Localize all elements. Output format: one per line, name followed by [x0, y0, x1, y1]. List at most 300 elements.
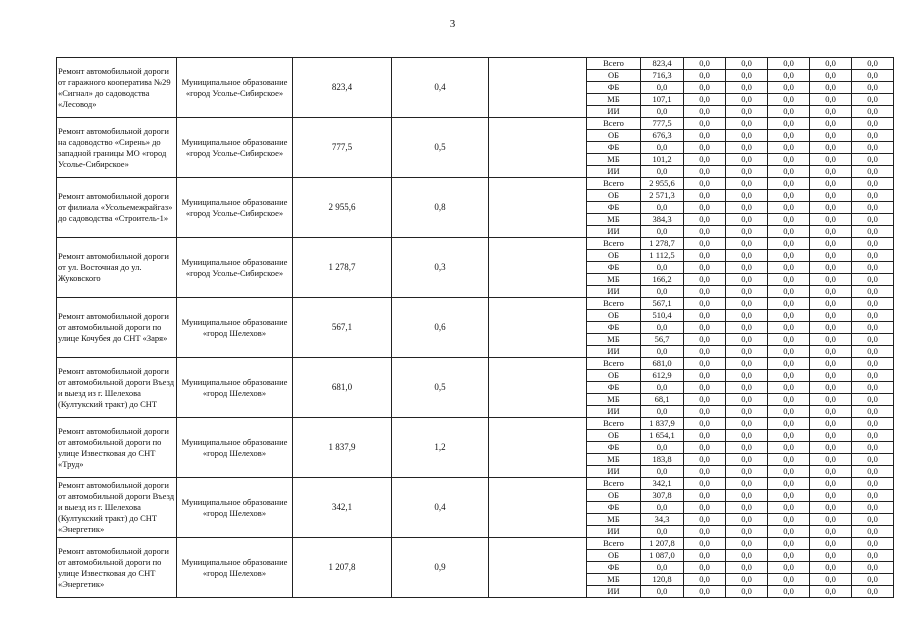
zero-value-cell: 0,0 — [768, 322, 810, 334]
funding-amount: 0,0 — [641, 346, 684, 358]
funding-amount: 0,0 — [641, 406, 684, 418]
zero-value-cell: 0,0 — [852, 226, 894, 238]
funding-source-label: ИИ — [587, 526, 641, 538]
table-row — [57, 538, 894, 550]
funding-source-label: ОБ — [587, 250, 641, 262]
zero-value-cell: 0,0 — [810, 586, 852, 598]
zero-value-cell: 0,0 — [768, 346, 810, 358]
zero-value-cell: 0,0 — [726, 274, 768, 286]
table-row — [57, 178, 894, 190]
zero-value-cell: 0,0 — [768, 490, 810, 502]
funding-amount: 681,0 — [641, 358, 684, 370]
funding-amount: 1 087,0 — [641, 550, 684, 562]
zero-value-cell: 0,0 — [684, 166, 726, 178]
empty-cell — [489, 358, 587, 418]
funding-amount: 1 207,8 — [641, 538, 684, 550]
zero-value-cell: 0,0 — [726, 550, 768, 562]
funding-amount: 0,0 — [641, 382, 684, 394]
funding-amount: 107,1 — [641, 94, 684, 106]
road-length: 0,4 — [392, 58, 489, 118]
zero-value-cell: 0,0 — [684, 502, 726, 514]
funding-amount: 676,3 — [641, 130, 684, 142]
funding-source-label: МБ — [587, 94, 641, 106]
road-description: Ремонт автомобильной дороги от ул. Восточная до ул. Жуковского — [57, 238, 177, 298]
zero-value-cell: 0,0 — [852, 250, 894, 262]
funding-amount: 56,7 — [641, 334, 684, 346]
zero-value-cell: 0,0 — [768, 166, 810, 178]
road-description: Ремонт автомобильной дороги на садоводство «Сирень» до западной границы МО «город Усолье-Сибирское» — [57, 118, 177, 178]
zero-value-cell: 0,0 — [726, 70, 768, 82]
funding-amount: 1 654,1 — [641, 430, 684, 442]
zero-value-cell: 0,0 — [852, 454, 894, 466]
empty-cell — [489, 418, 587, 478]
zero-value-cell: 0,0 — [684, 418, 726, 430]
road-length: 0,5 — [392, 118, 489, 178]
funding-source-label: ИИ — [587, 346, 641, 358]
zero-value-cell: 0,0 — [726, 454, 768, 466]
funding-amount: 567,1 — [641, 298, 684, 310]
zero-value-cell: 0,0 — [810, 130, 852, 142]
funding-source-label: МБ — [587, 514, 641, 526]
funding-source-label: ОБ — [587, 550, 641, 562]
zero-value-cell: 0,0 — [684, 130, 726, 142]
funding-source-label: МБ — [587, 274, 641, 286]
zero-value-cell: 0,0 — [684, 394, 726, 406]
total-cost: 1 837,9 — [293, 418, 392, 478]
zero-value-cell: 0,0 — [768, 202, 810, 214]
zero-value-cell: 0,0 — [768, 538, 810, 550]
zero-value-cell: 0,0 — [768, 214, 810, 226]
funding-source-label: ФБ — [587, 82, 641, 94]
zero-value-cell: 0,0 — [810, 214, 852, 226]
zero-value-cell: 0,0 — [810, 298, 852, 310]
table-row — [57, 418, 894, 430]
funding-source-label: ФБ — [587, 262, 641, 274]
funding-amount: 0,0 — [641, 262, 684, 274]
zero-value-cell: 0,0 — [684, 382, 726, 394]
zero-value-cell: 0,0 — [768, 82, 810, 94]
zero-value-cell: 0,0 — [684, 430, 726, 442]
zero-value-cell: 0,0 — [810, 226, 852, 238]
zero-value-cell: 0,0 — [852, 202, 894, 214]
funding-amount: 0,0 — [641, 106, 684, 118]
funding-source-label: Всего — [587, 238, 641, 250]
funding-source-label: Всего — [587, 418, 641, 430]
empty-cell — [489, 58, 587, 118]
zero-value-cell: 0,0 — [810, 70, 852, 82]
funding-source-label: Всего — [587, 118, 641, 130]
zero-value-cell: 0,0 — [810, 250, 852, 262]
zero-value-cell: 0,0 — [768, 310, 810, 322]
zero-value-cell: 0,0 — [684, 514, 726, 526]
zero-value-cell: 0,0 — [726, 322, 768, 334]
table-row — [57, 58, 894, 70]
zero-value-cell: 0,0 — [852, 298, 894, 310]
zero-value-cell: 0,0 — [726, 226, 768, 238]
funding-amount: 0,0 — [641, 166, 684, 178]
zero-value-cell: 0,0 — [852, 586, 894, 598]
funding-source-label: ИИ — [587, 586, 641, 598]
zero-value-cell: 0,0 — [852, 118, 894, 130]
zero-value-cell: 0,0 — [810, 346, 852, 358]
zero-value-cell: 0,0 — [684, 478, 726, 490]
zero-value-cell: 0,0 — [684, 574, 726, 586]
zero-value-cell: 0,0 — [684, 454, 726, 466]
zero-value-cell: 0,0 — [726, 190, 768, 202]
empty-cell — [489, 178, 587, 238]
road-description: Ремонт автомобильной дороги от автомобильной дороги Въезд и выезд из г. Шелехова (Култукский тракт) до СНТ — [57, 358, 177, 418]
zero-value-cell: 0,0 — [852, 562, 894, 574]
zero-value-cell: 0,0 — [684, 118, 726, 130]
zero-value-cell: 0,0 — [684, 346, 726, 358]
funding-amount: 384,3 — [641, 214, 684, 226]
municipality: Муниципальное образование «город Усолье-Сибирское» — [177, 58, 293, 118]
funding-source-label: МБ — [587, 574, 641, 586]
zero-value-cell: 0,0 — [852, 94, 894, 106]
road-description: Ремонт автомобильной дороги от автомобильной дороги Въезд и выезд из г. Шелехова (Култукский тракт) до СНТ «Энергетик» — [57, 478, 177, 538]
zero-value-cell: 0,0 — [852, 550, 894, 562]
zero-value-cell: 0,0 — [726, 586, 768, 598]
zero-value-cell: 0,0 — [684, 442, 726, 454]
funding-source-label: ИИ — [587, 106, 641, 118]
funding-amount: 2 571,3 — [641, 190, 684, 202]
municipality: Муниципальное образование «город Шелехов» — [177, 298, 293, 358]
funding-source-label: ИИ — [587, 226, 641, 238]
total-cost: 1 207,8 — [293, 538, 392, 598]
zero-value-cell: 0,0 — [810, 286, 852, 298]
funding-amount: 0,0 — [641, 526, 684, 538]
zero-value-cell: 0,0 — [726, 214, 768, 226]
zero-value-cell: 0,0 — [726, 358, 768, 370]
zero-value-cell: 0,0 — [768, 358, 810, 370]
zero-value-cell: 0,0 — [852, 310, 894, 322]
funding-source-label: МБ — [587, 394, 641, 406]
zero-value-cell: 0,0 — [852, 82, 894, 94]
zero-value-cell: 0,0 — [726, 178, 768, 190]
zero-value-cell: 0,0 — [810, 574, 852, 586]
zero-value-cell: 0,0 — [810, 154, 852, 166]
funding-source-label: ФБ — [587, 562, 641, 574]
zero-value-cell: 0,0 — [810, 262, 852, 274]
zero-value-cell: 0,0 — [852, 166, 894, 178]
zero-value-cell: 0,0 — [768, 382, 810, 394]
funding-amount: 0,0 — [641, 502, 684, 514]
zero-value-cell: 0,0 — [810, 166, 852, 178]
road-length: 0,4 — [392, 478, 489, 538]
zero-value-cell: 0,0 — [684, 142, 726, 154]
zero-value-cell: 0,0 — [726, 562, 768, 574]
funding-amount: 0,0 — [641, 82, 684, 94]
zero-value-cell: 0,0 — [810, 538, 852, 550]
zero-value-cell: 0,0 — [810, 442, 852, 454]
zero-value-cell: 0,0 — [810, 526, 852, 538]
funding-source-label: ИИ — [587, 166, 641, 178]
zero-value-cell: 0,0 — [852, 502, 894, 514]
zero-value-cell: 0,0 — [852, 370, 894, 382]
zero-value-cell: 0,0 — [726, 154, 768, 166]
zero-value-cell: 0,0 — [768, 454, 810, 466]
funding-amount: 0,0 — [641, 562, 684, 574]
zero-value-cell: 0,0 — [726, 130, 768, 142]
funding-amount: 0,0 — [641, 142, 684, 154]
zero-value-cell: 0,0 — [684, 82, 726, 94]
funding-source-label: ИИ — [587, 286, 641, 298]
road-description: Ремонт автомобильной дороги от филиала «Усольемежрайгаз» до садоводства «Строитель-1» — [57, 178, 177, 238]
funding-source-label: ОБ — [587, 490, 641, 502]
zero-value-cell: 0,0 — [852, 58, 894, 70]
funding-source-label: ФБ — [587, 322, 641, 334]
road-description: Ремонт автомобильной дороги от автомобильной дороги по улице Кочубея до СНТ «Заря» — [57, 298, 177, 358]
zero-value-cell: 0,0 — [768, 142, 810, 154]
zero-value-cell: 0,0 — [768, 430, 810, 442]
zero-value-cell: 0,0 — [810, 490, 852, 502]
funding-amount: 0,0 — [641, 466, 684, 478]
zero-value-cell: 0,0 — [768, 70, 810, 82]
total-cost: 1 278,7 — [293, 238, 392, 298]
funding-source-label: Всего — [587, 58, 641, 70]
zero-value-cell: 0,0 — [684, 70, 726, 82]
zero-value-cell: 0,0 — [852, 154, 894, 166]
zero-value-cell: 0,0 — [684, 322, 726, 334]
zero-value-cell: 0,0 — [810, 334, 852, 346]
zero-value-cell: 0,0 — [768, 154, 810, 166]
zero-value-cell: 0,0 — [810, 310, 852, 322]
funding-amount: 716,3 — [641, 70, 684, 82]
zero-value-cell: 0,0 — [726, 166, 768, 178]
zero-value-cell: 0,0 — [684, 526, 726, 538]
zero-value-cell: 0,0 — [852, 346, 894, 358]
zero-value-cell: 0,0 — [768, 514, 810, 526]
zero-value-cell: 0,0 — [684, 154, 726, 166]
zero-value-cell: 0,0 — [852, 418, 894, 430]
zero-value-cell: 0,0 — [768, 394, 810, 406]
funding-source-label: ИИ — [587, 406, 641, 418]
zero-value-cell: 0,0 — [768, 250, 810, 262]
zero-value-cell: 0,0 — [726, 58, 768, 70]
zero-value-cell: 0,0 — [768, 262, 810, 274]
municipality: Муниципальное образование «город Шелехов» — [177, 478, 293, 538]
funding-amount: 101,2 — [641, 154, 684, 166]
zero-value-cell: 0,0 — [768, 286, 810, 298]
zero-value-cell: 0,0 — [810, 94, 852, 106]
zero-value-cell: 0,0 — [726, 202, 768, 214]
zero-value-cell: 0,0 — [726, 394, 768, 406]
zero-value-cell: 0,0 — [726, 538, 768, 550]
empty-cell — [489, 118, 587, 178]
zero-value-cell: 0,0 — [768, 574, 810, 586]
zero-value-cell: 0,0 — [768, 94, 810, 106]
road-description: Ремонт автомобильной дороги от автомобильной дороги по улице Известковая до СНТ «Энергетик» — [57, 538, 177, 598]
empty-cell — [489, 238, 587, 298]
table-row — [57, 238, 894, 250]
zero-value-cell: 0,0 — [768, 118, 810, 130]
zero-value-cell: 0,0 — [768, 550, 810, 562]
zero-value-cell: 0,0 — [810, 562, 852, 574]
funding-table — [56, 57, 894, 598]
funding-amount: 166,2 — [641, 274, 684, 286]
zero-value-cell: 0,0 — [726, 382, 768, 394]
zero-value-cell: 0,0 — [768, 334, 810, 346]
funding-source-label: ОБ — [587, 430, 641, 442]
zero-value-cell: 0,0 — [684, 250, 726, 262]
zero-value-cell: 0,0 — [810, 478, 852, 490]
funding-source-label: Всего — [587, 358, 641, 370]
zero-value-cell: 0,0 — [684, 550, 726, 562]
zero-value-cell: 0,0 — [726, 490, 768, 502]
zero-value-cell: 0,0 — [726, 478, 768, 490]
zero-value-cell: 0,0 — [684, 562, 726, 574]
zero-value-cell: 0,0 — [852, 574, 894, 586]
funding-amount: 777,5 — [641, 118, 684, 130]
zero-value-cell: 0,0 — [726, 574, 768, 586]
zero-value-cell: 0,0 — [810, 514, 852, 526]
zero-value-cell: 0,0 — [684, 214, 726, 226]
funding-amount: 183,8 — [641, 454, 684, 466]
zero-value-cell: 0,0 — [726, 286, 768, 298]
funding-amount: 0,0 — [641, 286, 684, 298]
zero-value-cell: 0,0 — [768, 526, 810, 538]
zero-value-cell: 0,0 — [852, 526, 894, 538]
zero-value-cell: 0,0 — [726, 442, 768, 454]
zero-value-cell: 0,0 — [810, 82, 852, 94]
zero-value-cell: 0,0 — [684, 178, 726, 190]
funding-amount: 307,8 — [641, 490, 684, 502]
zero-value-cell: 0,0 — [726, 514, 768, 526]
table-row — [57, 478, 894, 490]
funding-amount: 0,0 — [641, 202, 684, 214]
total-cost: 777,5 — [293, 118, 392, 178]
zero-value-cell: 0,0 — [768, 274, 810, 286]
zero-value-cell: 0,0 — [810, 358, 852, 370]
zero-value-cell: 0,0 — [810, 238, 852, 250]
zero-value-cell: 0,0 — [810, 190, 852, 202]
funding-source-label: МБ — [587, 154, 641, 166]
zero-value-cell: 0,0 — [810, 106, 852, 118]
zero-value-cell: 0,0 — [768, 442, 810, 454]
zero-value-cell: 0,0 — [768, 502, 810, 514]
zero-value-cell: 0,0 — [684, 298, 726, 310]
zero-value-cell: 0,0 — [726, 346, 768, 358]
funding-source-label: ФБ — [587, 502, 641, 514]
zero-value-cell: 0,0 — [810, 418, 852, 430]
funding-amount: 0,0 — [641, 586, 684, 598]
zero-value-cell: 0,0 — [768, 190, 810, 202]
zero-value-cell: 0,0 — [768, 478, 810, 490]
funding-source-label: Всего — [587, 178, 641, 190]
zero-value-cell: 0,0 — [852, 322, 894, 334]
zero-value-cell: 0,0 — [726, 142, 768, 154]
zero-value-cell: 0,0 — [852, 430, 894, 442]
zero-value-cell: 0,0 — [810, 406, 852, 418]
empty-cell — [489, 538, 587, 598]
funding-amount: 1 837,9 — [641, 418, 684, 430]
zero-value-cell: 0,0 — [852, 286, 894, 298]
zero-value-cell: 0,0 — [768, 130, 810, 142]
zero-value-cell: 0,0 — [684, 310, 726, 322]
zero-value-cell: 0,0 — [852, 262, 894, 274]
road-length: 0,5 — [392, 358, 489, 418]
zero-value-cell: 0,0 — [768, 370, 810, 382]
total-cost: 2 955,6 — [293, 178, 392, 238]
zero-value-cell: 0,0 — [768, 586, 810, 598]
table-row — [57, 298, 894, 310]
zero-value-cell: 0,0 — [726, 250, 768, 262]
zero-value-cell: 0,0 — [684, 94, 726, 106]
zero-value-cell: 0,0 — [684, 490, 726, 502]
zero-value-cell: 0,0 — [726, 526, 768, 538]
total-cost: 681,0 — [293, 358, 392, 418]
municipality: Муниципальное образование «город Шелехов» — [177, 358, 293, 418]
funding-amount: 34,3 — [641, 514, 684, 526]
zero-value-cell: 0,0 — [768, 406, 810, 418]
zero-value-cell: 0,0 — [852, 178, 894, 190]
funding-source-label: ОБ — [587, 310, 641, 322]
municipality: Муниципальное образование «город Шелехов» — [177, 538, 293, 598]
zero-value-cell: 0,0 — [810, 550, 852, 562]
zero-value-cell: 0,0 — [852, 442, 894, 454]
zero-value-cell: 0,0 — [726, 238, 768, 250]
municipality: Муниципальное образование «город Усолье-Сибирское» — [177, 238, 293, 298]
zero-value-cell: 0,0 — [852, 334, 894, 346]
zero-value-cell: 0,0 — [852, 478, 894, 490]
empty-cell — [489, 298, 587, 358]
total-cost: 567,1 — [293, 298, 392, 358]
zero-value-cell: 0,0 — [852, 106, 894, 118]
funding-amount: 68,1 — [641, 394, 684, 406]
road-length: 0,9 — [392, 538, 489, 598]
zero-value-cell: 0,0 — [684, 406, 726, 418]
zero-value-cell: 0,0 — [726, 466, 768, 478]
funding-source-label: МБ — [587, 214, 641, 226]
zero-value-cell: 0,0 — [726, 82, 768, 94]
funding-source-label: ФБ — [587, 442, 641, 454]
zero-value-cell: 0,0 — [768, 562, 810, 574]
zero-value-cell: 0,0 — [684, 106, 726, 118]
zero-value-cell: 0,0 — [684, 286, 726, 298]
funding-source-label: ФБ — [587, 202, 641, 214]
zero-value-cell: 0,0 — [852, 358, 894, 370]
zero-value-cell: 0,0 — [768, 418, 810, 430]
funding-amount: 0,0 — [641, 442, 684, 454]
funding-source-label: ИИ — [587, 466, 641, 478]
zero-value-cell: 0,0 — [852, 466, 894, 478]
zero-value-cell: 0,0 — [810, 58, 852, 70]
zero-value-cell: 0,0 — [684, 466, 726, 478]
funding-source-label: МБ — [587, 454, 641, 466]
zero-value-cell: 0,0 — [810, 142, 852, 154]
zero-value-cell: 0,0 — [726, 118, 768, 130]
zero-value-cell: 0,0 — [726, 430, 768, 442]
zero-value-cell: 0,0 — [810, 382, 852, 394]
zero-value-cell: 0,0 — [684, 58, 726, 70]
zero-value-cell: 0,0 — [684, 226, 726, 238]
zero-value-cell: 0,0 — [684, 586, 726, 598]
table-row — [57, 118, 894, 130]
zero-value-cell: 0,0 — [852, 130, 894, 142]
zero-value-cell: 0,0 — [852, 514, 894, 526]
table-row — [57, 358, 894, 370]
zero-value-cell: 0,0 — [726, 106, 768, 118]
zero-value-cell: 0,0 — [852, 214, 894, 226]
funding-amount: 2 955,6 — [641, 178, 684, 190]
municipality: Муниципальное образование «город Усолье-Сибирское» — [177, 118, 293, 178]
funding-source-label: ОБ — [587, 130, 641, 142]
zero-value-cell: 0,0 — [810, 178, 852, 190]
funding-source-label: МБ — [587, 334, 641, 346]
zero-value-cell: 0,0 — [810, 394, 852, 406]
zero-value-cell: 0,0 — [726, 418, 768, 430]
funding-amount: 0,0 — [641, 226, 684, 238]
